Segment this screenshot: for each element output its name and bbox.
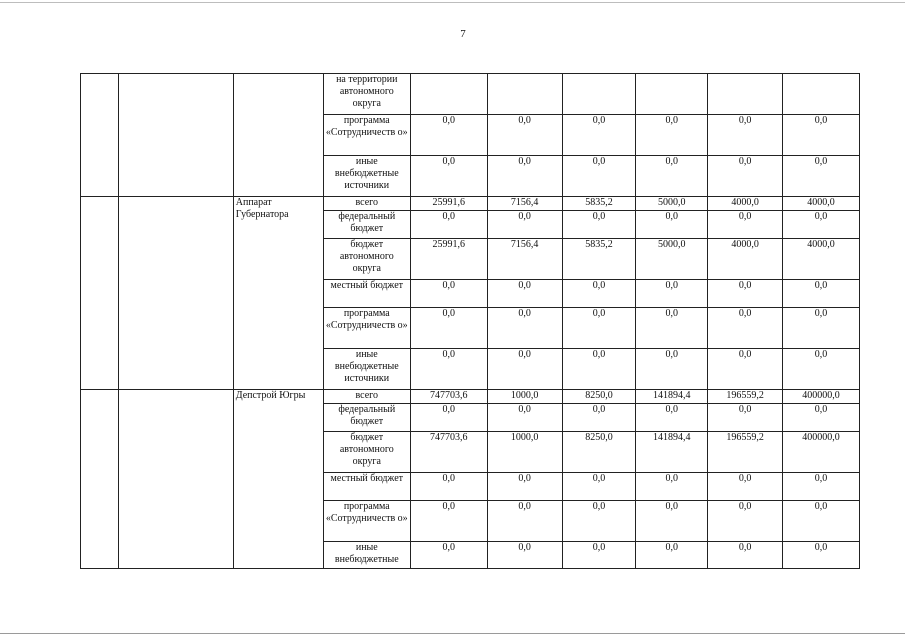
value-cell: 0,0 <box>783 211 860 239</box>
value-cell: 0,0 <box>410 349 487 390</box>
value-cell <box>487 74 562 115</box>
funding-source-cell: местный бюджет <box>323 280 410 308</box>
value-cell: 0,0 <box>636 542 708 569</box>
value-cell: 5835,2 <box>562 239 636 280</box>
page-number: 7 <box>460 28 466 40</box>
value-cell: 400000,0 <box>783 390 860 404</box>
value-cell: 0,0 <box>783 473 860 501</box>
value-cell: 0,0 <box>783 542 860 569</box>
value-cell <box>708 74 783 115</box>
value-cell: 4000,0 <box>783 197 860 211</box>
value-cell: 0,0 <box>783 156 860 197</box>
blank-column-cell <box>81 197 119 390</box>
value-cell: 0,0 <box>410 211 487 239</box>
value-cell: 0,0 <box>636 473 708 501</box>
value-cell: 0,0 <box>783 280 860 308</box>
value-cell: 0,0 <box>636 156 708 197</box>
value-cell: 5835,2 <box>562 197 636 211</box>
value-cell: 0,0 <box>562 115 636 156</box>
value-cell <box>783 74 860 115</box>
funding-source-cell: иные внебюджетные источники <box>323 156 410 197</box>
value-cell: 0,0 <box>487 280 562 308</box>
value-cell: 0,0 <box>487 473 562 501</box>
value-cell: 0,0 <box>487 404 562 432</box>
funding-source-cell: всего <box>323 390 410 404</box>
value-cell: 0,0 <box>410 280 487 308</box>
value-cell: 0,0 <box>562 156 636 197</box>
funding-source-cell: программа «Сотрудничеств о» <box>323 115 410 156</box>
value-cell: 0,0 <box>487 542 562 569</box>
blank-column-cell <box>119 390 233 569</box>
table-row <box>81 197 860 211</box>
value-cell: 1000,0 <box>487 390 562 404</box>
value-cell: 0,0 <box>410 156 487 197</box>
value-cell: 0,0 <box>708 542 783 569</box>
value-cell: 0,0 <box>783 308 860 349</box>
funding-source-cell: федеральный бюджет <box>323 404 410 432</box>
value-cell: 0,0 <box>410 542 487 569</box>
funding-source-cell: иные внебюджетные <box>323 542 410 569</box>
value-cell: 0,0 <box>410 115 487 156</box>
value-cell: 0,0 <box>562 308 636 349</box>
value-cell: 0,0 <box>708 349 783 390</box>
value-cell: 0,0 <box>487 349 562 390</box>
value-cell: 7156,4 <box>487 197 562 211</box>
value-cell: 0,0 <box>410 404 487 432</box>
funding-source-cell: федеральный бюджет <box>323 211 410 239</box>
value-cell: 0,0 <box>636 404 708 432</box>
bottom-scan-border <box>0 633 905 634</box>
value-cell: 196559,2 <box>708 432 783 473</box>
value-cell: 0,0 <box>410 501 487 542</box>
value-cell: 747703,6 <box>410 390 487 404</box>
blank-column-cell <box>81 390 119 569</box>
value-cell: 7156,4 <box>487 239 562 280</box>
value-cell: 0,0 <box>562 404 636 432</box>
executor-cell: Депстрой Югры <box>233 390 323 569</box>
value-cell: 0,0 <box>708 156 783 197</box>
value-cell: 0,0 <box>562 280 636 308</box>
value-cell: 0,0 <box>783 115 860 156</box>
table-row <box>81 74 860 115</box>
funding-source-cell: иные внебюджетные источники <box>323 349 410 390</box>
funding-source-cell: всего <box>323 197 410 211</box>
value-cell: 4000,0 <box>708 239 783 280</box>
value-cell: 0,0 <box>708 308 783 349</box>
value-cell: 0,0 <box>636 308 708 349</box>
value-cell: 0,0 <box>487 211 562 239</box>
table-row <box>81 390 860 404</box>
blank-column-cell <box>81 74 119 197</box>
value-cell: 0,0 <box>487 115 562 156</box>
value-cell: 0,0 <box>783 501 860 542</box>
value-cell: 0,0 <box>783 404 860 432</box>
value-cell: 0,0 <box>410 308 487 349</box>
value-cell: 0,0 <box>708 280 783 308</box>
value-cell: 5000,0 <box>636 239 708 280</box>
executor-cell: Аппарат Губернатора <box>233 197 323 390</box>
value-cell: 0,0 <box>562 211 636 239</box>
value-cell: 0,0 <box>636 280 708 308</box>
value-cell: 400000,0 <box>783 432 860 473</box>
value-cell: 0,0 <box>636 211 708 239</box>
value-cell: 1000,0 <box>487 432 562 473</box>
value-cell: 5000,0 <box>636 197 708 211</box>
funding-source-cell: программа «Сотрудничеств о» <box>323 308 410 349</box>
value-cell: 25991,6 <box>410 197 487 211</box>
value-cell <box>562 74 636 115</box>
value-cell: 141894,4 <box>636 390 708 404</box>
blank-column-cell <box>119 74 233 197</box>
funding-source-cell: бюджет автономного округа <box>323 432 410 473</box>
value-cell: 0,0 <box>562 349 636 390</box>
value-cell: 25991,6 <box>410 239 487 280</box>
value-cell: 8250,0 <box>562 390 636 404</box>
value-cell: 0,0 <box>636 501 708 542</box>
value-cell: 0,0 <box>636 115 708 156</box>
value-cell: 0,0 <box>487 156 562 197</box>
value-cell: 4000,0 <box>783 239 860 280</box>
value-cell: 0,0 <box>783 349 860 390</box>
value-cell: 0,0 <box>708 115 783 156</box>
value-cell: 0,0 <box>487 308 562 349</box>
executor-cell <box>233 74 323 197</box>
value-cell <box>410 74 487 115</box>
value-cell: 8250,0 <box>562 432 636 473</box>
funding-source-cell: бюджет автономного округа <box>323 239 410 280</box>
value-cell: 0,0 <box>562 501 636 542</box>
value-cell: 0,0 <box>410 473 487 501</box>
funding-source-cell: на территории автономного округа <box>323 74 410 115</box>
value-cell: 0,0 <box>562 473 636 501</box>
budget-table <box>80 73 860 569</box>
value-cell: 196559,2 <box>708 390 783 404</box>
top-scan-border <box>0 2 905 3</box>
value-cell: 4000,0 <box>708 197 783 211</box>
value-cell: 0,0 <box>708 211 783 239</box>
value-cell: 0,0 <box>487 501 562 542</box>
funding-source-cell: программа «Сотрудничеств о» <box>323 501 410 542</box>
value-cell: 0,0 <box>708 501 783 542</box>
value-cell: 0,0 <box>708 404 783 432</box>
value-cell <box>636 74 708 115</box>
funding-source-cell: местный бюджет <box>323 473 410 501</box>
value-cell: 0,0 <box>636 349 708 390</box>
table-body <box>81 74 860 569</box>
blank-column-cell <box>119 197 233 390</box>
value-cell: 0,0 <box>708 473 783 501</box>
value-cell: 141894,4 <box>636 432 708 473</box>
value-cell: 747703,6 <box>410 432 487 473</box>
value-cell: 0,0 <box>562 542 636 569</box>
